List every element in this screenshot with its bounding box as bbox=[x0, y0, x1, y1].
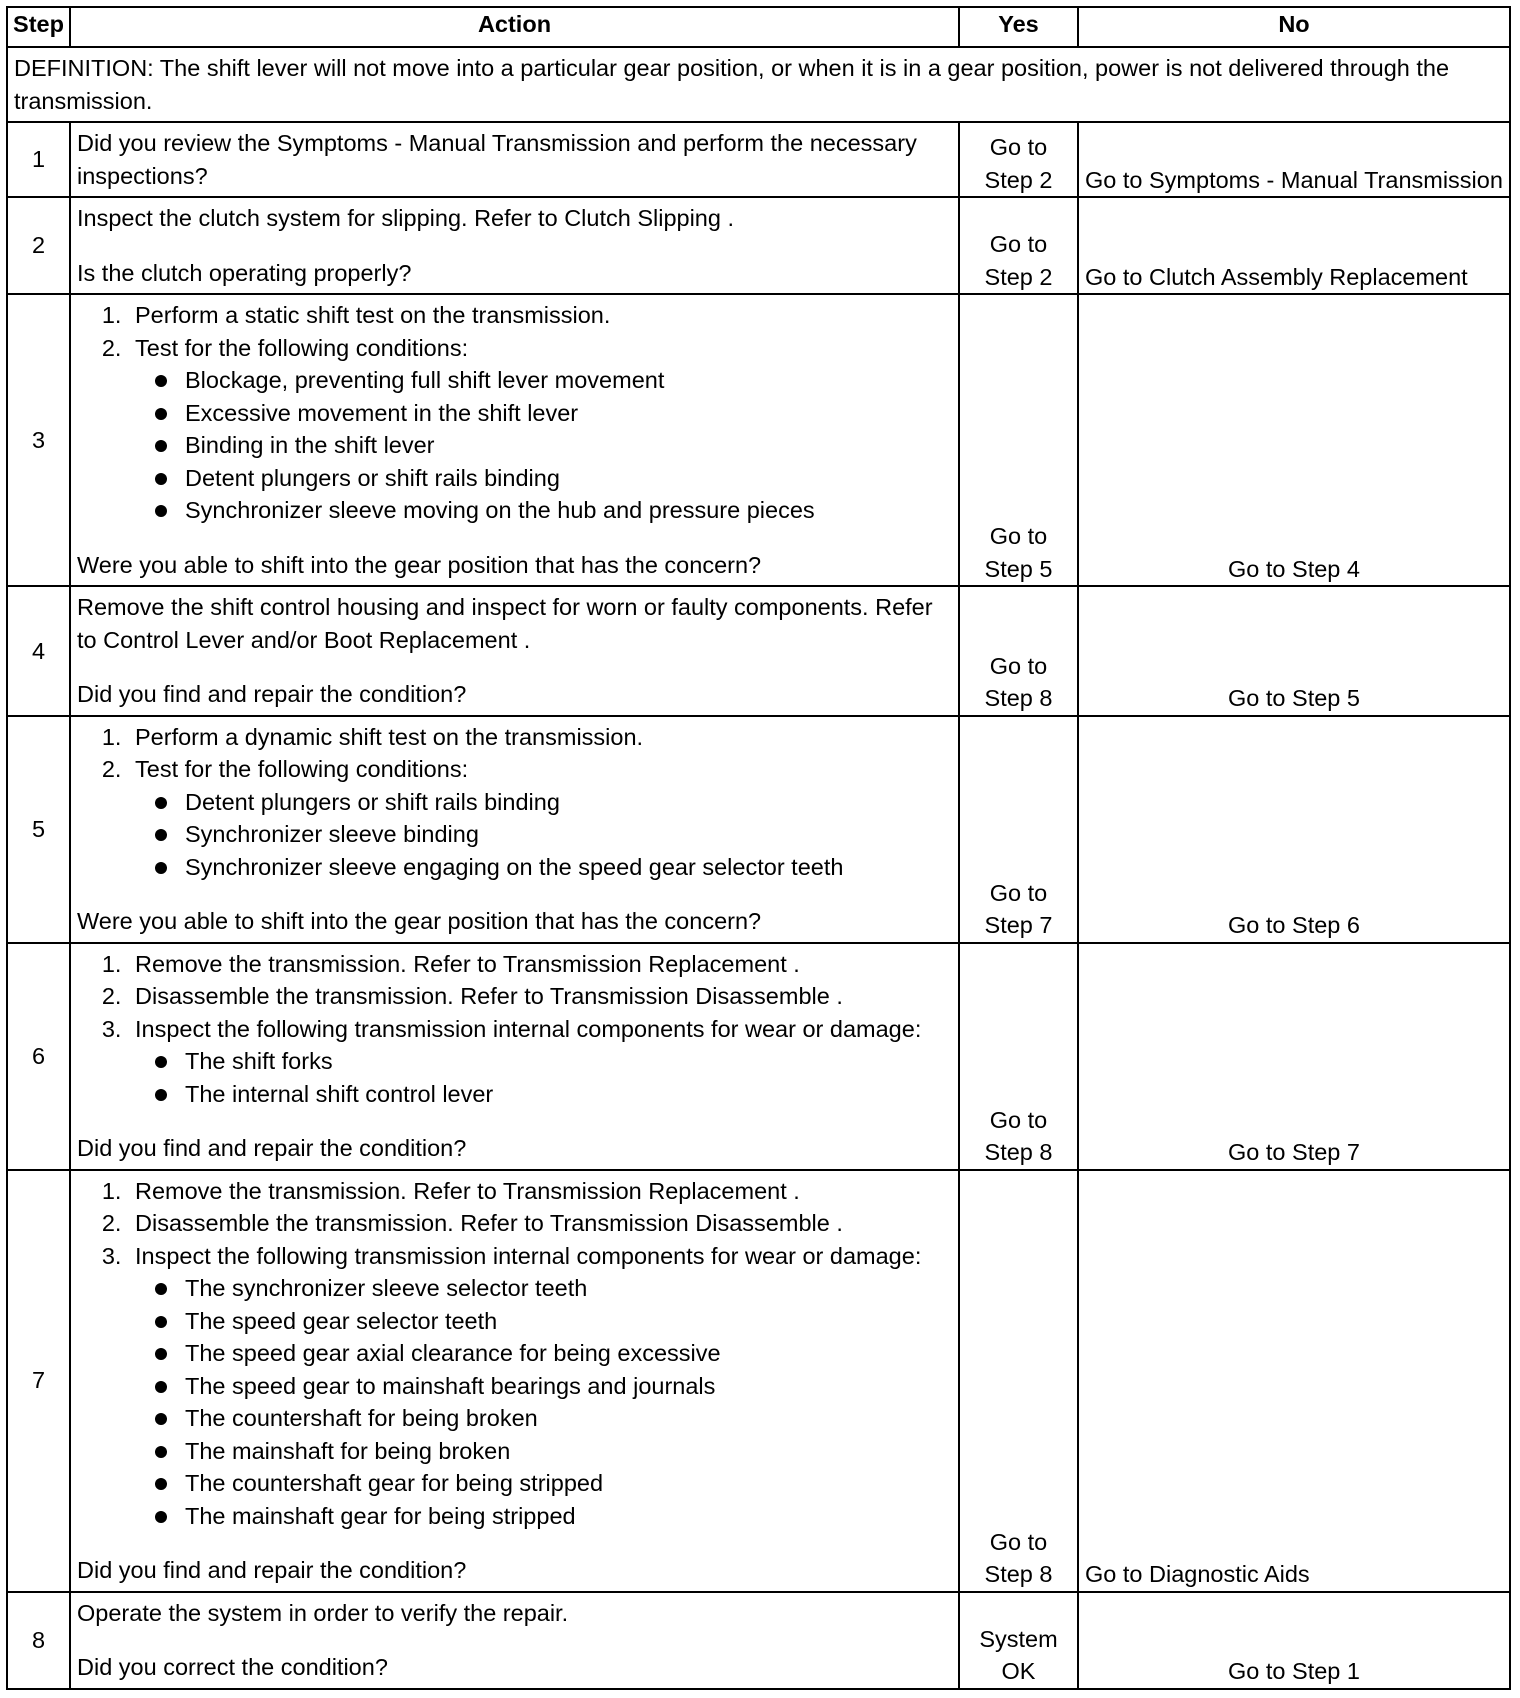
action-step-text: Perform a dynamic shift test on the transmission. bbox=[135, 723, 644, 750]
header-action: Action bbox=[70, 7, 959, 47]
action-question: Is the clutch operating properly? bbox=[77, 259, 412, 286]
action-question: Were you able to shift into the gear position that has the concern? bbox=[77, 908, 762, 934]
action-steps-list bbox=[77, 948, 952, 1111]
condition-item: The internal shift control lever bbox=[179, 1078, 952, 1111]
condition-item: The mainshaft gear for being stripped bbox=[179, 1500, 952, 1533]
action-cell bbox=[70, 943, 959, 1170]
action-step-text: Disassemble the transmission. Refer to Transmission Disassemble . bbox=[135, 1210, 843, 1236]
yes-result: Go to Step 8 bbox=[959, 1170, 1078, 1592]
condition-item: The countershaft gear for being stripped bbox=[179, 1467, 952, 1500]
action-question: Did you correct the condition? bbox=[77, 1654, 388, 1680]
no-result: Go to Step 1 bbox=[1078, 1592, 1510, 1689]
condition-item: The mainshaft for being broken bbox=[179, 1435, 952, 1468]
condition-item: The speed gear selector teeth bbox=[179, 1305, 952, 1338]
action-intro: Inspect the clutch system for slipping. Refer to Clutch Slipping . bbox=[77, 205, 735, 231]
definition-row bbox=[7, 47, 1510, 122]
condition-item: Blockage, preventing full shift lever movement bbox=[179, 364, 952, 397]
action-cell bbox=[70, 1170, 959, 1592]
table-row bbox=[7, 122, 1510, 197]
action-question: Were you able to shift into the gear position that has the concern? bbox=[77, 551, 762, 578]
header-step: Step bbox=[7, 7, 70, 47]
action-step-text: Disassemble the transmission. Refer to Transmission Disassemble . bbox=[135, 983, 843, 1009]
step-number: 5 bbox=[7, 716, 70, 943]
action-step-item bbox=[128, 1013, 952, 1111]
action-step-item bbox=[128, 1207, 952, 1240]
no-result: Go to Clutch Assembly Replacement bbox=[1078, 197, 1510, 294]
action-cell bbox=[70, 197, 959, 294]
action-step-text: Remove the transmission. Refer to Transmission Replacement . bbox=[135, 950, 800, 977]
action-step-item bbox=[128, 948, 952, 981]
condition-item: The shift forks bbox=[179, 1045, 952, 1078]
action-step-item bbox=[128, 1240, 952, 1533]
action-step-text: Inspect the following transmission internal components for wear or damage: bbox=[135, 1242, 922, 1269]
condition-item: The countershaft for being broken bbox=[179, 1402, 952, 1435]
no-result: Go to Diagnostic Aids bbox=[1078, 1170, 1510, 1592]
yes-result: Go to Step 5 bbox=[959, 294, 1078, 586]
condition-list bbox=[135, 364, 952, 527]
condition-list bbox=[135, 1272, 952, 1532]
action-question: Did you find and repair the condition? bbox=[77, 1135, 467, 1161]
step-number: 8 bbox=[7, 1592, 70, 1689]
action-cell bbox=[70, 294, 959, 586]
yes-result: Go to Step 2 bbox=[959, 197, 1078, 294]
action-step-item bbox=[128, 980, 952, 1013]
table-row bbox=[7, 197, 1510, 294]
action-step-item bbox=[128, 721, 952, 754]
action-step-text: Perform a static shift test on the transmission. bbox=[135, 302, 611, 328]
action-step-text: Test for the following conditions: bbox=[135, 756, 469, 782]
table-row bbox=[7, 716, 1510, 943]
condition-item: Synchronizer sleeve engaging on the speed gear selector teeth bbox=[179, 851, 952, 884]
table-row bbox=[7, 586, 1510, 716]
yes-result: System OK bbox=[959, 1592, 1078, 1689]
yes-result: Go to Step 8 bbox=[959, 943, 1078, 1170]
definition-text: DEFINITION: The shift lever will not move into a particular gear position, or when it is in a gear position, power is not delivered through the transmission. bbox=[7, 47, 1510, 122]
condition-item: The synchronizer sleeve selector teeth bbox=[179, 1272, 952, 1305]
condition-item: Detent plungers or shift rails binding bbox=[179, 462, 952, 495]
action-cell bbox=[70, 122, 959, 197]
table-row bbox=[7, 1170, 1510, 1592]
yes-result: Go to Step 7 bbox=[959, 716, 1078, 943]
action-step-item bbox=[128, 299, 952, 332]
table-row bbox=[7, 943, 1510, 1170]
condition-item: The speed gear to mainshaft bearings and journals bbox=[179, 1370, 952, 1403]
action-question: Did you review the Symptoms - Manual Transmission and perform the necessary inspections? bbox=[77, 130, 917, 189]
action-step-text: Remove the transmission. Refer to Transmission Replacement . bbox=[135, 1177, 800, 1204]
table-row bbox=[7, 294, 1510, 586]
step-number: 6 bbox=[7, 943, 70, 1170]
action-cell bbox=[70, 1592, 959, 1689]
condition-item: Synchronizer sleeve moving on the hub and pressure pieces bbox=[179, 494, 952, 527]
yes-result: Go to Step 8 bbox=[959, 586, 1078, 716]
condition-item: The speed gear axial clearance for being excessive bbox=[179, 1337, 952, 1370]
no-result: Go to Step 5 bbox=[1078, 586, 1510, 716]
step-number: 4 bbox=[7, 586, 70, 716]
no-result: Go to Step 6 bbox=[1078, 716, 1510, 943]
no-result: Go to Symptoms - Manual Transmission bbox=[1078, 122, 1510, 197]
condition-item: Synchronizer sleeve binding bbox=[179, 818, 952, 851]
action-cell bbox=[70, 716, 959, 943]
condition-list bbox=[135, 1045, 952, 1110]
step-number: 3 bbox=[7, 294, 70, 586]
action-question: Did you find and repair the condition? bbox=[77, 1557, 467, 1583]
condition-item: Detent plungers or shift rails binding bbox=[179, 786, 952, 819]
action-steps-list bbox=[77, 299, 952, 527]
action-question: Did you find and repair the condition? bbox=[77, 681, 467, 707]
condition-list bbox=[135, 786, 952, 884]
step-number: 2 bbox=[7, 197, 70, 294]
condition-item: Binding in the shift lever bbox=[179, 429, 952, 462]
action-steps-list bbox=[77, 1175, 952, 1533]
no-result: Go to Step 4 bbox=[1078, 294, 1510, 586]
action-steps-list bbox=[77, 721, 952, 884]
action-step-item bbox=[128, 332, 952, 527]
yes-result: Go to Step 2 bbox=[959, 122, 1078, 197]
action-step-item bbox=[128, 1175, 952, 1208]
action-step-item bbox=[128, 753, 952, 883]
action-intro: Remove the shift control housing and inspect for worn or faulty components. Refer to Control Lever and/or Boot Replacement . bbox=[77, 594, 933, 653]
step-number: 1 bbox=[7, 122, 70, 197]
diagnostic-table bbox=[6, 6, 1511, 1690]
action-step-text: Inspect the following transmission internal components for wear or damage: bbox=[135, 1015, 922, 1042]
no-result: Go to Step 7 bbox=[1078, 943, 1510, 1170]
header-row bbox=[7, 7, 1510, 47]
step-number: 7 bbox=[7, 1170, 70, 1592]
condition-item: Excessive movement in the shift lever bbox=[179, 397, 952, 430]
action-intro: Operate the system in order to verify the repair. bbox=[77, 1599, 569, 1626]
action-cell bbox=[70, 586, 959, 716]
header-no: No bbox=[1078, 7, 1510, 47]
table-row bbox=[7, 1592, 1510, 1689]
action-step-text: Test for the following conditions: bbox=[135, 334, 469, 361]
header-yes: Yes bbox=[959, 7, 1078, 47]
